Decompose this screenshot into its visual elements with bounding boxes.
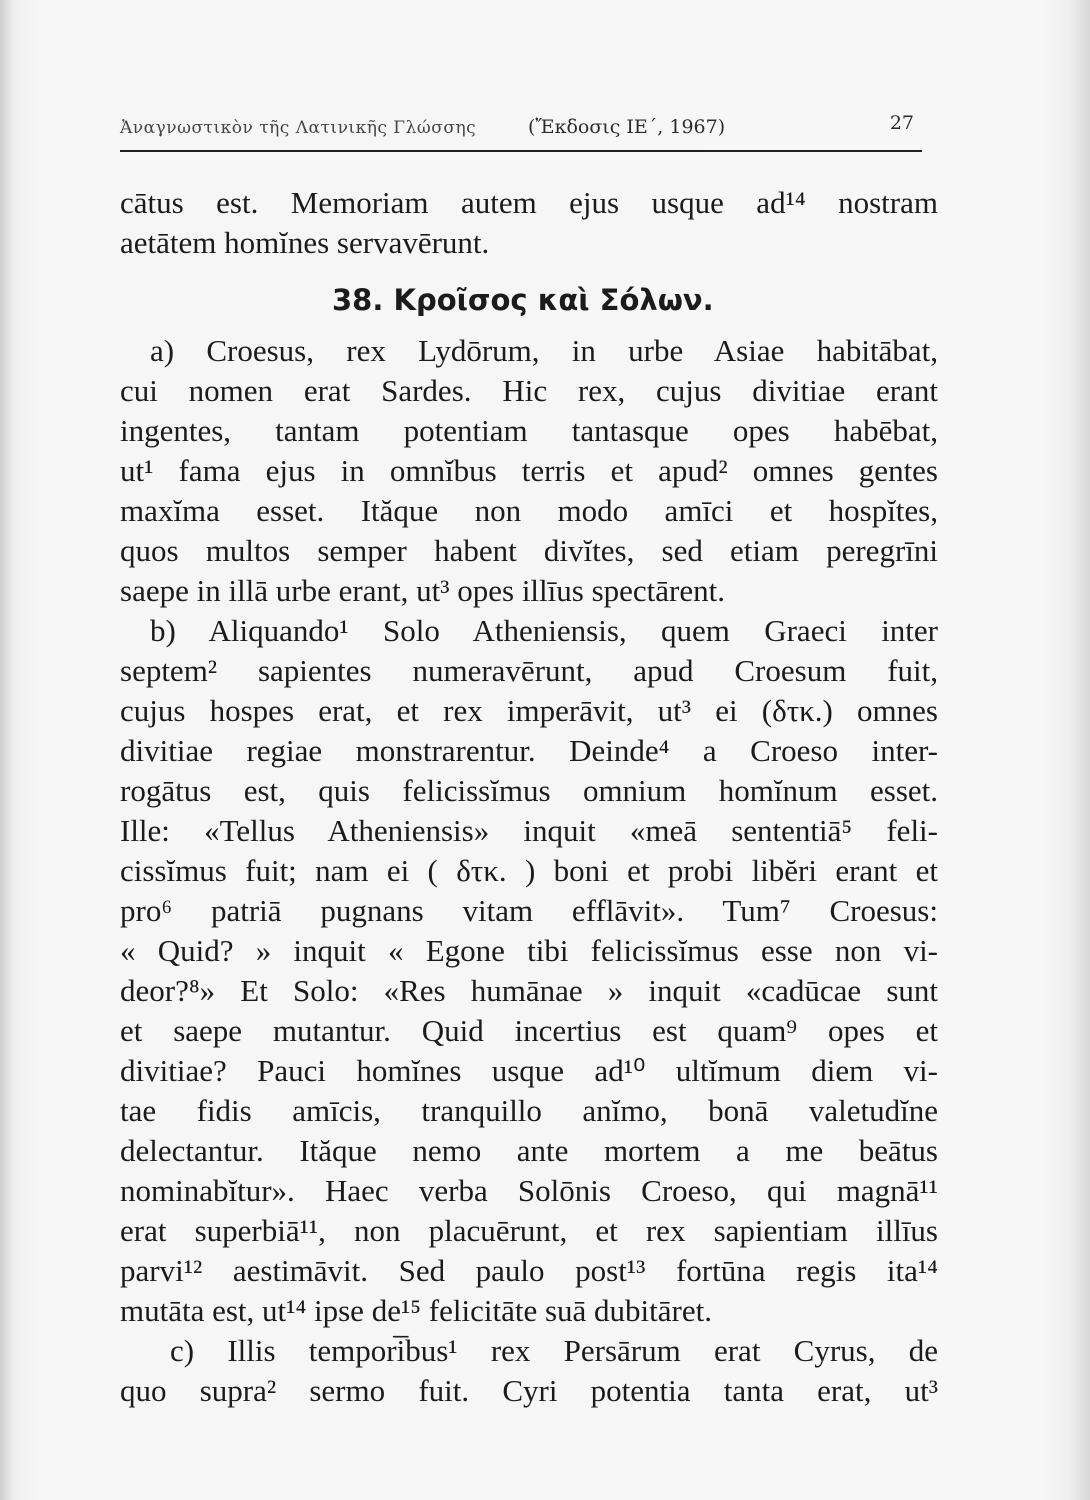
text-line: divitiae regiae monstrarentur. Deinde⁴ a Croeso inter-	[120, 733, 938, 768]
text-line: mutāta est, ut¹⁴ ipse de¹⁵ felicitāte suā dubitāret.	[120, 1293, 712, 1328]
text-line: rogātus est, quis felicissĭmus omnium homĭnum esset.	[120, 773, 938, 808]
text-line: b) Aliquando¹ Solo Atheniensis, quem Graeci inter	[150, 613, 938, 648]
text-line: maxĭma esset. Ităque non modo amīci et hospĭtes,	[120, 493, 938, 528]
header-rule	[120, 150, 922, 152]
text-line: quo supra² sermo fuit. Cyri potentia tanta erat, ut³	[120, 1373, 938, 1408]
text-line: deor?⁸» Et Solo: «Res humānae » inquit «cadūcae sunt	[120, 973, 938, 1008]
text-line: quos multos semper habent divĭtes, sed etiam peregrīni	[120, 533, 938, 568]
text-line: erat superbiā¹¹, non placuērunt, et rex sapientiam illīus	[120, 1213, 938, 1248]
edition-note: (Ἔκδοσις ΙΕ΄, 1967)	[528, 116, 726, 138]
text-line: cātus est. Memoriam autem ejus usque ad¹⁴ nostram	[120, 185, 938, 220]
text-line: ingentes, tantam potentiam tantasque opes habēbat,	[120, 413, 938, 448]
page-number: 27	[889, 112, 914, 134]
text-line: parvi¹² aestimāvit. Sed paulo post¹³ fortūna regis ita¹⁴	[120, 1253, 938, 1288]
text-line: « Quid? » inquit « Egone tibi felicissĭmus esse non vi-	[120, 933, 938, 968]
text-line: pro⁶ patriā pugnans vitam efflāvit». Tum⁷ Croesus:	[120, 893, 938, 928]
running-header	[120, 112, 926, 150]
text-line: cissĭmus fuit; nam ei ( δτκ. ) boni et probi libĕri erant et	[120, 853, 938, 888]
text-line: et saepe mutantur. Quid incertius est quam⁹ opes et	[120, 1013, 938, 1048]
text-line: saepe in illā urbe erant, ut³ opes illīus spectārent.	[120, 573, 725, 608]
text-line: cujus hospes erat, et rex imperāvit, ut³ ei (δτκ.) omnes	[120, 693, 938, 728]
text-line: aetātem homĭnes servavērunt.	[120, 225, 490, 260]
text-line: divitiae? Pauci homĭnes usque ad¹⁰ ultĭmum diem vi-	[120, 1053, 938, 1088]
text-line: ut¹ fama ejus in omnĭbus terris et apud² omnes gentes	[120, 453, 938, 488]
section-title: 38. Κροῖσος καὶ Σόλων.	[332, 283, 714, 317]
text-line: c) Illis tempori̅bus¹ rex Persārum erat Cyrus, de	[170, 1333, 938, 1368]
text-line: delectantur. Ităque nemo ante mortem a me beātus	[120, 1133, 938, 1168]
text-line: septem² sapientes numeravērunt, apud Croesum fuit,	[120, 653, 938, 688]
text-line: cui nomen erat Sardes. Hic rex, cujus divitiae erant	[120, 373, 938, 408]
book-title: Ἀναγνωστικὸν τῆς Λατινικῆς Γλώσσης	[120, 118, 477, 138]
text-line: a) Croesus, rex Lydōrum, in urbe Asiae habitābat,	[150, 333, 938, 368]
text-line: Ille: «Tellus Atheniensis» inquit «meā sententiā⁵ feli-	[120, 813, 938, 848]
text-line: nominabĭtur». Haec verba Solōnis Croeso, qui magnā¹¹	[120, 1173, 938, 1208]
text-line: tae fidis amīcis, tranquillo anĭmo, bonā valetudĭne	[120, 1093, 938, 1128]
